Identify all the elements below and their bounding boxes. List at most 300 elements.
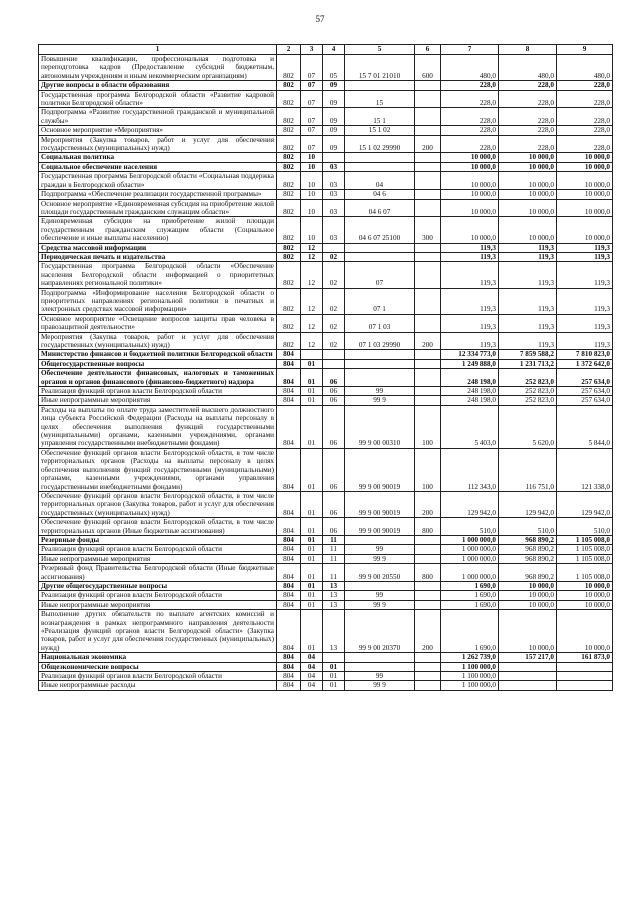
table-row <box>39 314 613 332</box>
cell-expense-type <box>415 681 441 690</box>
cell-section: 12 <box>301 314 323 332</box>
table-row <box>39 591 613 600</box>
cell-expense-type <box>415 190 441 199</box>
cell-year1: 1 100 000,0 <box>441 681 499 690</box>
cell-section: 04 <box>301 681 323 690</box>
cell-target: 04 <box>345 172 415 190</box>
table-row <box>39 396 613 405</box>
cell-section: 10 <box>301 162 323 171</box>
cell-subsection <box>323 653 345 662</box>
cell-target <box>345 243 415 252</box>
cell-ministry: 804 <box>277 369 301 387</box>
cell-ministry: 804 <box>277 581 301 590</box>
cell-year1: 10 000,0 <box>441 199 499 217</box>
cell-year1: 248 198,0 <box>441 369 499 387</box>
cell-year2: 968 890,2 <box>499 545 557 554</box>
budget-table <box>38 44 613 691</box>
table-row <box>39 369 613 387</box>
cell-subsection: 09 <box>323 108 345 126</box>
cell-section: 01 <box>301 535 323 544</box>
cell-year3: 129 942,0 <box>557 491 613 517</box>
cell-name: Обеспечение функций органов власти Белгородской области, в том числе территориальных органов (Расходы на выплаты персоналу в целях обеспечения выполнения функций государственными (муниципальными) органами, казенными учреждениями, органами управления государственными внебюджетными фондами) <box>39 448 277 491</box>
cell-name: Иные непрограммные мероприятия <box>39 554 277 563</box>
table-row <box>39 535 613 544</box>
cell-subsection: 02 <box>323 252 345 261</box>
cell-target: 07 1 03 <box>345 314 415 332</box>
cell-year2: 10 000,0 <box>499 591 557 600</box>
cell-year2: 252 823,0 <box>499 387 557 396</box>
cell-year1: 119,3 <box>441 243 499 252</box>
cell-year3: 480,0 <box>557 55 613 81</box>
cell-target: 99 9 00 90019 <box>345 491 415 517</box>
cell-target: 99 9 00 20550 <box>345 564 415 582</box>
cell-section: 07 <box>301 55 323 81</box>
cell-expense-type <box>415 199 441 217</box>
cell-subsection <box>323 243 345 252</box>
cell-year2: 228,0 <box>499 81 557 90</box>
cell-year1: 10 000,0 <box>441 190 499 199</box>
cell-name: Реализация функций органов власти Белгородской области <box>39 545 277 554</box>
cell-section: 01 <box>301 518 323 536</box>
col-header-target: 5 <box>345 45 415 55</box>
cell-subsection: 13 <box>323 610 345 653</box>
table-header-row <box>39 45 613 55</box>
cell-expense-type <box>415 359 441 368</box>
table-row <box>39 610 613 653</box>
cell-name: Иные непрограммные мероприятия <box>39 396 277 405</box>
cell-year1: 1 100 000,0 <box>441 672 499 681</box>
cell-subsection: 05 <box>323 55 345 81</box>
cell-target: 07 1 03 29990 <box>345 332 415 350</box>
cell-subsection: 13 <box>323 581 345 590</box>
cell-ministry: 804 <box>277 359 301 368</box>
cell-name: Государственная программа Белгородской области «Социальная поддержка граждан в Белгородской области» <box>39 172 277 190</box>
table-row <box>39 662 613 671</box>
cell-name: Обеспечение функций органов власти Белгородской области, в том числе территориальных органов (Иные бюджетные ассигнования) <box>39 518 277 536</box>
cell-year2: 252 823,0 <box>499 396 557 405</box>
cell-year3: 1 105 008,0 <box>557 554 613 563</box>
cell-ministry: 802 <box>277 126 301 135</box>
cell-name: Единовременная субсидия на приобретение жилой площади государственным гражданским служащим области (Социальное обеспечение и иные выплаты населению) <box>39 217 277 243</box>
cell-year2: 10 000,0 <box>499 162 557 171</box>
cell-year2: 119,3 <box>499 243 557 252</box>
cell-year3: 5 844,0 <box>557 405 613 448</box>
cell-year1: 119,3 <box>441 314 499 332</box>
cell-year2: 510,0 <box>499 518 557 536</box>
cell-section: 01 <box>301 396 323 405</box>
cell-year3: 10 000,0 <box>557 217 613 243</box>
cell-section: 12 <box>301 288 323 314</box>
col-header-year2: 8 <box>499 45 557 55</box>
cell-target: 99 9 00 20370 <box>345 610 415 653</box>
cell-year3: 10 000,0 <box>557 172 613 190</box>
cell-year2: 10 000,0 <box>499 172 557 190</box>
cell-ministry: 804 <box>277 545 301 554</box>
cell-year2: 119,3 <box>499 262 557 288</box>
cell-target: 99 9 <box>345 396 415 405</box>
cell-expense-type: 800 <box>415 518 441 536</box>
cell-expense-type <box>415 554 441 563</box>
cell-section <box>301 350 323 359</box>
cell-name: Национальная экономика <box>39 653 277 662</box>
table-row <box>39 545 613 554</box>
col-header-section: 3 <box>301 45 323 55</box>
cell-expense-type <box>415 387 441 396</box>
cell-expense-type <box>415 81 441 90</box>
cell-name: Мероприятия (Закупка товаров, работ и услуг для обеспечения государственных (муниципальных) нужд) <box>39 332 277 350</box>
cell-year2: 968 890,2 <box>499 564 557 582</box>
cell-expense-type: 600 <box>415 55 441 81</box>
cell-subsection: 03 <box>323 172 345 190</box>
cell-expense-type: 200 <box>415 135 441 153</box>
cell-year3: 228,0 <box>557 126 613 135</box>
cell-expense-type <box>415 252 441 261</box>
cell-section: 01 <box>301 369 323 387</box>
cell-target: 07 1 <box>345 288 415 314</box>
cell-section: 10 <box>301 190 323 199</box>
cell-subsection: 09 <box>323 135 345 153</box>
cell-expense-type <box>415 108 441 126</box>
cell-section: 04 <box>301 662 323 671</box>
cell-year1: 480,0 <box>441 55 499 81</box>
cell-target <box>345 162 415 171</box>
cell-target: 99 9 <box>345 600 415 609</box>
cell-expense-type <box>415 581 441 590</box>
cell-year3: 119,3 <box>557 314 613 332</box>
cell-year2: 480,0 <box>499 55 557 81</box>
col-header-name: 1 <box>39 45 277 55</box>
cell-name: Резервные фонды <box>39 535 277 544</box>
col-header-year1: 7 <box>441 45 499 55</box>
table-row <box>39 448 613 491</box>
cell-year2: 968 890,2 <box>499 535 557 544</box>
cell-year1: 1 262 739,0 <box>441 653 499 662</box>
cell-name: Подпрограмма «Обеспечение реализации государственной программы» <box>39 190 277 199</box>
table-row <box>39 126 613 135</box>
cell-ministry: 804 <box>277 491 301 517</box>
cell-year2: 10 000,0 <box>499 199 557 217</box>
cell-year2 <box>499 672 557 681</box>
cell-section: 01 <box>301 600 323 609</box>
cell-year3: 228,0 <box>557 135 613 153</box>
cell-ministry: 804 <box>277 518 301 536</box>
cell-name: Мероприятия (Закупка товаров, работ и услуг для обеспечения государственных (муниципальных) нужд) <box>39 135 277 153</box>
cell-ministry: 802 <box>277 153 301 162</box>
cell-expense-type <box>415 672 441 681</box>
cell-subsection: 01 <box>323 662 345 671</box>
table-row <box>39 162 613 171</box>
cell-ministry: 804 <box>277 554 301 563</box>
cell-subsection: 11 <box>323 564 345 582</box>
cell-year1: 1 000 000,0 <box>441 535 499 544</box>
table-row <box>39 681 613 690</box>
cell-year3: 10 000,0 <box>557 153 613 162</box>
cell-subsection: 06 <box>323 405 345 448</box>
cell-subsection: 03 <box>323 199 345 217</box>
table-row <box>39 135 613 153</box>
page-number: 57 <box>315 14 325 24</box>
cell-year1: 1 690,0 <box>441 591 499 600</box>
table-row <box>39 653 613 662</box>
cell-year1: 1 690,0 <box>441 610 499 653</box>
cell-subsection: 06 <box>323 518 345 536</box>
cell-subsection: 11 <box>323 535 345 544</box>
cell-subsection: 11 <box>323 554 345 563</box>
cell-target <box>345 653 415 662</box>
cell-year1: 1 690,0 <box>441 581 499 590</box>
cell-name: Расходы на выплаты по оплате труда заместителей высшего должностного лица субъекта Российской Федерации (Расходы на выплаты персоналу в целях обеспечения выполнения функций государственными (муниципальными) органами, казенными учреждениями, органами управления государственными внебюджетными фондами) <box>39 405 277 448</box>
cell-expense-type: 100 <box>415 405 441 448</box>
cell-year3: 161 873,0 <box>557 653 613 662</box>
table-row <box>39 350 613 359</box>
cell-subsection: 09 <box>323 126 345 135</box>
cell-target <box>345 369 415 387</box>
cell-year2 <box>499 662 557 671</box>
cell-ministry: 804 <box>277 672 301 681</box>
col-header-year3: 9 <box>557 45 613 55</box>
cell-ministry: 802 <box>277 314 301 332</box>
cell-subsection: 13 <box>323 600 345 609</box>
cell-year1: 228,0 <box>441 90 499 108</box>
cell-year2: 228,0 <box>499 90 557 108</box>
cell-year1: 1 690,0 <box>441 600 499 609</box>
cell-year2: 7 859 588,2 <box>499 350 557 359</box>
cell-year3: 119,3 <box>557 262 613 288</box>
table-row <box>39 359 613 368</box>
cell-target: 15 7 01 21010 <box>345 55 415 81</box>
cell-year3: 10 000,0 <box>557 610 613 653</box>
cell-year3: 7 810 823,0 <box>557 350 613 359</box>
cell-subsection: 06 <box>323 491 345 517</box>
cell-ministry: 802 <box>277 288 301 314</box>
col-header-ministry: 2 <box>277 45 301 55</box>
cell-year2: 119,3 <box>499 252 557 261</box>
table-row <box>39 252 613 261</box>
cell-section: 01 <box>301 491 323 517</box>
cell-year3: 119,3 <box>557 252 613 261</box>
cell-subsection: 09 <box>323 90 345 108</box>
table-row <box>39 518 613 536</box>
cell-expense-type <box>415 153 441 162</box>
cell-year3: 119,3 <box>557 243 613 252</box>
cell-expense-type: 200 <box>415 610 441 653</box>
cell-year2: 5 620,0 <box>499 405 557 448</box>
cell-target: 99 9 00 90019 <box>345 448 415 491</box>
cell-target: 04 6 07 25100 <box>345 217 415 243</box>
cell-subsection: 02 <box>323 332 345 350</box>
table-row <box>39 190 613 199</box>
cell-ministry: 802 <box>277 55 301 81</box>
cell-year3: 1 372 642,0 <box>557 359 613 368</box>
cell-target <box>345 662 415 671</box>
cell-subsection: 01 <box>323 672 345 681</box>
cell-expense-type: 300 <box>415 217 441 243</box>
cell-year2: 252 823,0 <box>499 369 557 387</box>
cell-year3: 121 338,0 <box>557 448 613 491</box>
cell-target: 99 <box>345 591 415 600</box>
cell-target: 04 6 <box>345 190 415 199</box>
cell-expense-type <box>415 172 441 190</box>
cell-subsection <box>323 359 345 368</box>
cell-year3 <box>557 662 613 671</box>
cell-ministry: 804 <box>277 610 301 653</box>
cell-section: 04 <box>301 653 323 662</box>
cell-year3: 119,3 <box>557 288 613 314</box>
cell-year3: 228,0 <box>557 108 613 126</box>
cell-expense-type <box>415 90 441 108</box>
cell-year1: 248 198,0 <box>441 396 499 405</box>
cell-target <box>345 81 415 90</box>
cell-ministry: 804 <box>277 448 301 491</box>
cell-ministry: 802 <box>277 81 301 90</box>
cell-section: 01 <box>301 581 323 590</box>
cell-name: Обеспечение деятельности финансовых, налоговых и таможенных органов и органов финансового (финансово-бюджетного) надзора <box>39 369 277 387</box>
cell-year2: 116 751,0 <box>499 448 557 491</box>
cell-name: Иные непрограммные расходы <box>39 681 277 690</box>
cell-year3: 1 105 008,0 <box>557 545 613 554</box>
cell-year3: 10 000,0 <box>557 581 613 590</box>
cell-ministry: 802 <box>277 135 301 153</box>
cell-target <box>345 350 415 359</box>
cell-year2: 157 217,0 <box>499 653 557 662</box>
cell-target <box>345 153 415 162</box>
cell-year2: 10 000,0 <box>499 153 557 162</box>
cell-ministry: 802 <box>277 172 301 190</box>
table-row <box>39 581 613 590</box>
table-row <box>39 332 613 350</box>
cell-year3: 257 634,0 <box>557 369 613 387</box>
cell-expense-type <box>415 369 441 387</box>
cell-year2: 968 890,2 <box>499 554 557 563</box>
cell-target: 99 9 <box>345 681 415 690</box>
cell-ministry: 802 <box>277 199 301 217</box>
cell-section: 01 <box>301 387 323 396</box>
cell-year3: 10 000,0 <box>557 190 613 199</box>
cell-target: 07 <box>345 262 415 288</box>
cell-subsection: 13 <box>323 591 345 600</box>
cell-expense-type <box>415 545 441 554</box>
cell-section: 01 <box>301 591 323 600</box>
cell-target: 04 6 07 <box>345 199 415 217</box>
cell-section: 07 <box>301 90 323 108</box>
cell-subsection: 02 <box>323 262 345 288</box>
cell-ministry: 804 <box>277 681 301 690</box>
cell-expense-type <box>415 288 441 314</box>
cell-section: 07 <box>301 126 323 135</box>
cell-ministry: 804 <box>277 535 301 544</box>
cell-subsection: 06 <box>323 369 345 387</box>
table-row <box>39 90 613 108</box>
cell-name: Реализация функций органов власти Белгородской области <box>39 387 277 396</box>
cell-name: Государственная программа Белгородской области «Развитие кадровой политики Белгородской области» <box>39 90 277 108</box>
table-row <box>39 153 613 162</box>
cell-name: Социальное обеспечение населения <box>39 162 277 171</box>
cell-target <box>345 359 415 368</box>
cell-year1: 119,3 <box>441 332 499 350</box>
cell-expense-type: 100 <box>415 448 441 491</box>
cell-target: 99 9 00 00310 <box>345 405 415 448</box>
cell-ministry: 802 <box>277 217 301 243</box>
cell-target: 15 1 02 <box>345 126 415 135</box>
cell-expense-type: 200 <box>415 491 441 517</box>
cell-year1: 119,3 <box>441 252 499 261</box>
cell-year1: 10 000,0 <box>441 217 499 243</box>
cell-name: Министерство финансов и бюджетной политики Белгородской области <box>39 350 277 359</box>
cell-section: 12 <box>301 243 323 252</box>
table-row <box>39 262 613 288</box>
cell-name: Иные непрограммные мероприятия <box>39 600 277 609</box>
cell-year2: 1 231 713,2 <box>499 359 557 368</box>
table-row <box>39 405 613 448</box>
cell-target: 99 <box>345 387 415 396</box>
cell-ministry: 802 <box>277 252 301 261</box>
col-header-expense-type: 6 <box>415 45 441 55</box>
cell-subsection: 11 <box>323 545 345 554</box>
cell-ministry: 802 <box>277 243 301 252</box>
cell-target: 99 9 00 90019 <box>345 518 415 536</box>
cell-target <box>345 581 415 590</box>
table-row <box>39 108 613 126</box>
table-row <box>39 672 613 681</box>
cell-name: Реализация функций органов власти Белгородской области <box>39 672 277 681</box>
table-body <box>39 55 613 691</box>
cell-subsection: 09 <box>323 81 345 90</box>
cell-year2: 129 942,0 <box>499 491 557 517</box>
table-row <box>39 243 613 252</box>
cell-ministry: 804 <box>277 396 301 405</box>
cell-year2: 10 000,0 <box>499 190 557 199</box>
cell-subsection: 03 <box>323 217 345 243</box>
cell-ministry: 804 <box>277 662 301 671</box>
cell-year1: 1 000 000,0 <box>441 564 499 582</box>
cell-target <box>345 535 415 544</box>
cell-year3: 10 000,0 <box>557 591 613 600</box>
cell-ministry: 804 <box>277 564 301 582</box>
table-row <box>39 288 613 314</box>
cell-target: 15 <box>345 90 415 108</box>
cell-year2: 119,3 <box>499 332 557 350</box>
cell-name: Обеспечение функций органов власти Белгородской области, в том числе территориальных органов (Закупка товаров, работ и услуг для обеспечения государственных (муниципальных) нужд) <box>39 491 277 517</box>
cell-section: 01 <box>301 545 323 554</box>
cell-expense-type <box>415 350 441 359</box>
cell-year1: 119,3 <box>441 262 499 288</box>
cell-name: Выполнение других обязательств по выплате агентских комиссий и вознаграждения в рамках непрограммного направления деятельности «Реализация функций органов власти Белгородской области» (Закупка товаров, работ и услуг для обеспечения государственных (муниципальных) нужд) <box>39 610 277 653</box>
cell-section: 01 <box>301 554 323 563</box>
cell-section: 10 <box>301 153 323 162</box>
cell-year3: 10 000,0 <box>557 162 613 171</box>
cell-section: 07 <box>301 135 323 153</box>
cell-name: Периодическая печать и издательства <box>39 252 277 261</box>
cell-ministry: 804 <box>277 387 301 396</box>
cell-year1: 228,0 <box>441 126 499 135</box>
cell-name: Повышение квалификации, профессиональная подготовка и переподготовка кадров (Предоставление субсидий бюджетным, автономным учреждениям и иным некоммерческим организациям) <box>39 55 277 81</box>
cell-year2: 228,0 <box>499 126 557 135</box>
cell-year3: 257 634,0 <box>557 387 613 396</box>
cell-expense-type <box>415 314 441 332</box>
cell-expense-type <box>415 162 441 171</box>
cell-section: 01 <box>301 359 323 368</box>
cell-year3: 10 000,0 <box>557 199 613 217</box>
table-row <box>39 199 613 217</box>
cell-year3: 228,0 <box>557 81 613 90</box>
cell-subsection: 02 <box>323 314 345 332</box>
cell-name: Подпрограмма «Развитие государственной гражданской и муниципальной службы» <box>39 108 277 126</box>
cell-expense-type: 800 <box>415 564 441 582</box>
cell-subsection <box>323 350 345 359</box>
cell-subsection <box>323 153 345 162</box>
cell-year1: 1 000 000,0 <box>441 554 499 563</box>
cell-year1: 12 334 773,0 <box>441 350 499 359</box>
